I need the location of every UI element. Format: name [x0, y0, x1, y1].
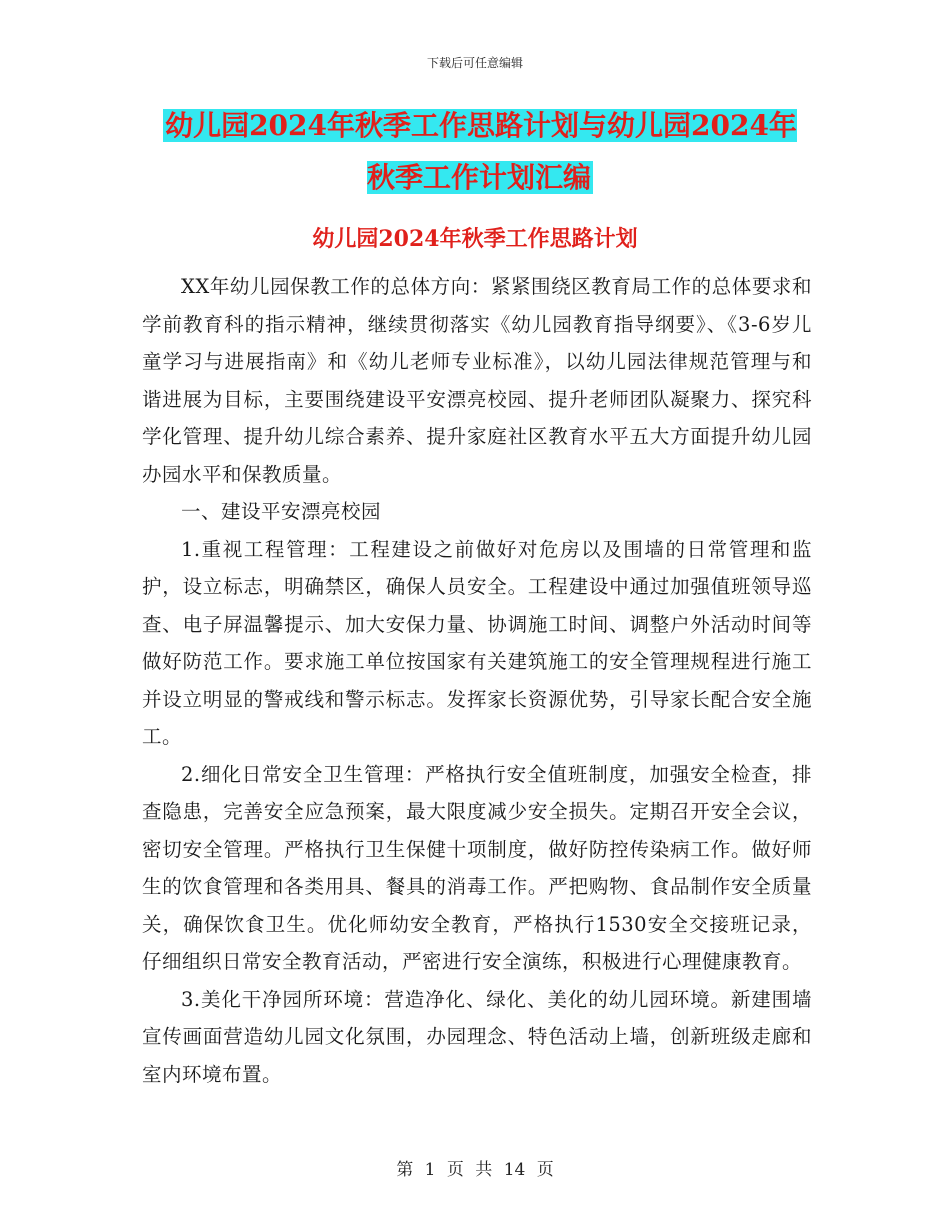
document-title-text: 幼儿园2024年秋季工作思路计划与幼儿园2024年秋季工作计划汇编 — [165, 109, 797, 194]
paragraph-item-2: 2.细化日常安全卫生管理：严格执行安全值班制度，加强安全检查，排查隐患，完善安全应急预案，最大限度减少安全损失。定期召开安全会议，密切安全管理。严格执行卫生保健十项制度，做好防控传染病工作。做好师生的饮食管理和各类用具、餐具的消毒工作。严把购物、食品制作安全质量关，确保饮食卫生。优化师幼安全教育，严格执行1530安全交接班记录，仔细组织日常安全教育活动，严密进行安全演练，积极进行心理健康教育。 — [142, 762, 812, 973]
paragraph-heading-1: 一、建设平安漂亮校园 — [181, 500, 382, 523]
page-footer: 第 1 页 共 14 页 — [396, 1160, 554, 1180]
paragraph-intro: XX年幼儿园保教工作的总体方向：紧紧围绕区教育局工作的总体要求和学前教育科的指示精神，继续贯彻落实《幼儿园教育指导纲要》、《3-6岁儿童学习与进展指南》和《幼儿老师专业标准》，以幼儿园法律规范管理与和谐进展为目标，主要围绕建设平安漂亮校园、提升老师团队凝聚力、探究科学化管理、提升幼儿综合素养、提升家庭社区教育水平五大方面提升幼儿园办园水平和保教质量。 — [142, 275, 812, 486]
document-title — [150, 100, 810, 204]
section-title: 幼儿园2024年秋季工作思路计划 — [312, 226, 638, 252]
document-body — [142, 268, 812, 1093]
header-note: 下载后可任意编辑 — [426, 56, 523, 70]
paragraph-item-1: 1.重视工程管理：工程建设之前做好对危房以及围墙的日常管理和监护，设立标志，明确禁区，确保人员安全。工程建设中通过加强值班领导巡查、电子屏温馨提示、加大安保力量、协调施工时间、调整户外活动时间等做好防范工作。要求施工单位按国家有关建筑施工的安全管理规程进行施工并设立明显的警戒线和警示标志。发挥家长资源优势，引导家长配合安全施工。 — [142, 537, 812, 748]
paragraph-item-3: 3.美化干净园所环境：营造净化、绿化、美化的幼儿园环境。新建围墙宣传画面营造幼儿园文化氛围，办园理念、特色活动上墙，创新班级走廊和室内环境布置。 — [142, 987, 812, 1086]
